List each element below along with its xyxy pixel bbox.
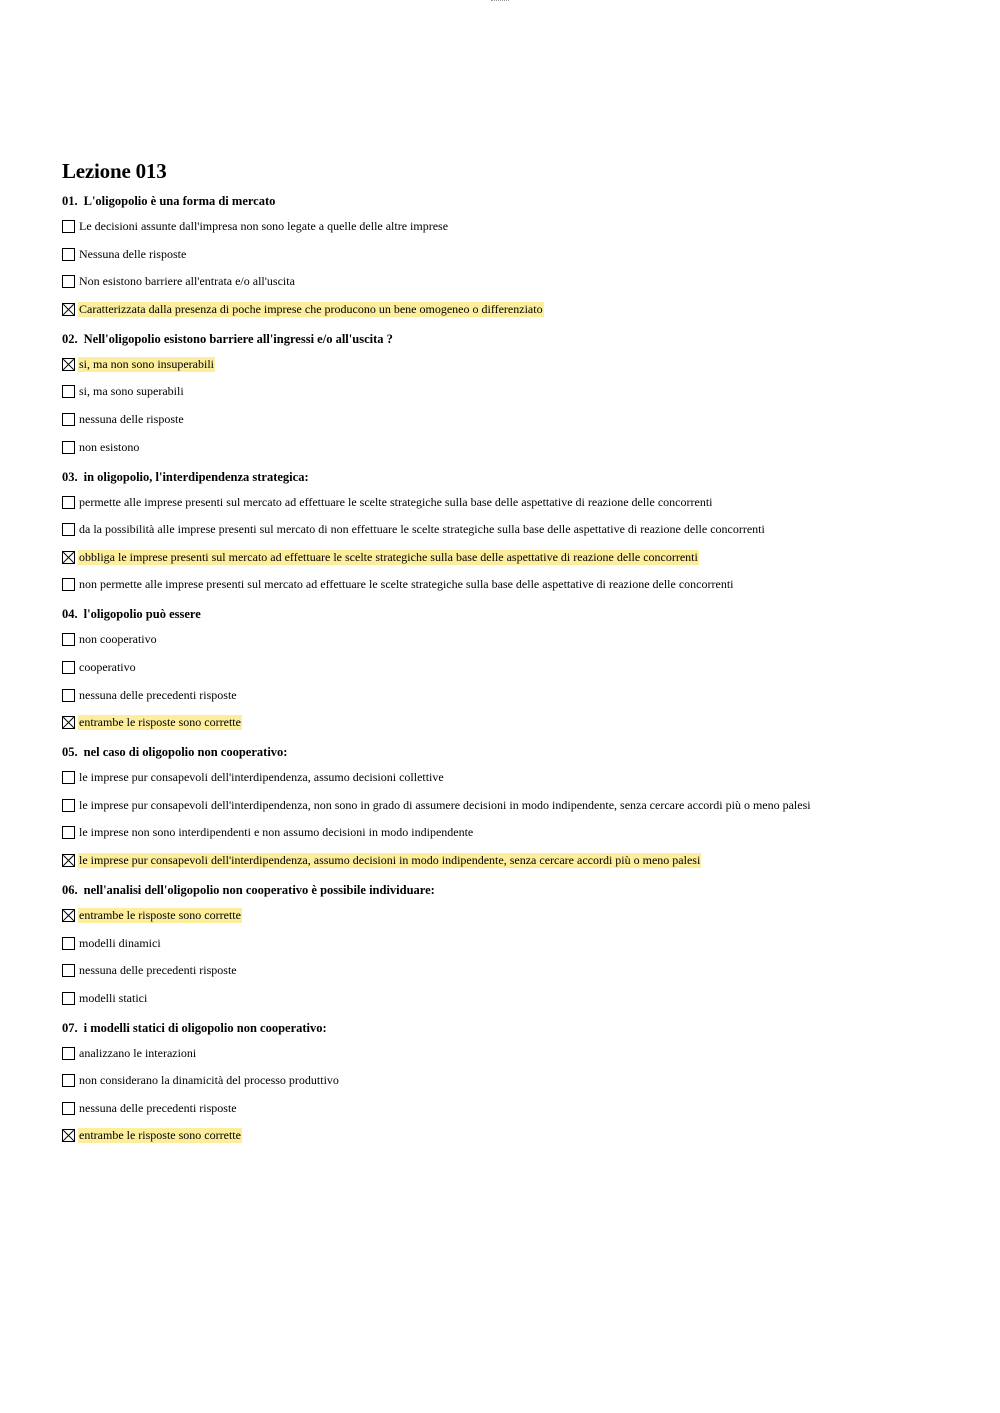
question-7 — [62, 1020, 962, 1145]
checkbox-icon[interactable] — [62, 496, 75, 509]
checked-checkbox-icon[interactable] — [62, 909, 75, 922]
question-title — [62, 193, 962, 209]
answer-text: non esistono — [79, 439, 140, 454]
answer-option[interactable] — [62, 549, 962, 566]
checkbox-icon[interactable] — [62, 385, 75, 398]
answer-text: non permette alle imprese presenti sul mercato ad effettuare le scelte strategiche sulla base delle aspettative di reazione delle concorrenti — [79, 577, 734, 592]
answer-text: non considerano la dinamicità del processo produttivo — [79, 1073, 339, 1088]
answer-option[interactable] — [62, 383, 962, 400]
question-number: 05. — [62, 745, 78, 760]
checkbox-icon[interactable] — [62, 220, 75, 233]
answer-text: permette alle imprese presenti sul mercato ad effettuare le scelte strategiche sulla base delle aspettative di reazione delle concorrenti — [79, 494, 713, 509]
checkbox-icon[interactable] — [62, 441, 75, 454]
answer-text: Nessuna delle risposte — [79, 246, 187, 261]
answer-option[interactable] — [62, 218, 962, 235]
question-text: nell'analisi dell'oligopolio non cooperativo è possibile individuare: — [83, 882, 435, 897]
question-title — [62, 744, 962, 760]
question-title — [62, 1020, 962, 1036]
answer-option[interactable] — [62, 714, 962, 731]
answer-option[interactable] — [62, 797, 962, 814]
answer-option[interactable] — [62, 301, 962, 318]
question-title — [62, 469, 962, 485]
answer-option[interactable] — [62, 907, 962, 924]
answer-option[interactable] — [62, 659, 962, 676]
answer-option[interactable] — [62, 852, 962, 869]
answer-option[interactable] — [62, 631, 962, 648]
answer-text: le imprese non sono interdipendenti e non assumo decisioni in modo indipendente — [79, 825, 474, 840]
checked-checkbox-icon[interactable] — [62, 854, 75, 867]
correct-answer-text: Caratterizzata dalla presenza di poche imprese che producono un bene omogeneo o differenziato — [79, 301, 543, 316]
answer-option[interactable] — [62, 769, 962, 786]
question-number: 01. — [62, 194, 78, 208]
answer-text: modelli dinamici — [79, 935, 161, 950]
answer-text: nessuna delle precedenti risposte — [79, 1100, 237, 1115]
question-2 — [62, 331, 962, 456]
answer-text: analizzano le interazioni — [79, 1045, 197, 1060]
question-text: L'oligopolio è una forma di mercato — [83, 194, 276, 208]
answer-text: le imprese pur consapevoli dell'interdipendenza, non sono in grado di assumere decisioni in modo indipendente, senza cercare accordi più o meno palesi — [79, 797, 811, 812]
answer-option[interactable] — [62, 1072, 962, 1089]
answer-option[interactable] — [62, 687, 962, 704]
checked-checkbox-icon[interactable] — [62, 358, 75, 371]
answer-text: le imprese pur consapevoli dell'interdipendenza, assumo decisioni collettive — [79, 770, 444, 785]
question-5 — [62, 744, 962, 869]
answer-option[interactable] — [62, 1045, 962, 1062]
question-title — [62, 606, 962, 622]
answer-option[interactable] — [62, 1100, 962, 1117]
answer-option[interactable] — [62, 439, 962, 456]
checkbox-icon[interactable] — [62, 799, 75, 812]
correct-answer-text: entrambe le risposte sono corrette — [79, 715, 241, 730]
checkbox-icon[interactable] — [62, 523, 75, 536]
checkbox-icon[interactable] — [62, 1074, 75, 1087]
answer-text: nessuna delle precedenti risposte — [79, 963, 237, 978]
checkbox-icon[interactable] — [62, 248, 75, 261]
question-text: i modelli statici di oligopolio non cooperativo: — [83, 1020, 327, 1035]
checkbox-icon[interactable] — [62, 413, 75, 426]
answer-text: Non esistono barriere all'entrata e/o all'uscita — [79, 274, 295, 289]
question-1 — [62, 193, 962, 318]
answer-text: nessuna delle risposte — [79, 411, 184, 426]
checked-checkbox-icon[interactable] — [62, 1129, 75, 1142]
answer-option[interactable] — [62, 246, 962, 263]
answer-option[interactable] — [62, 824, 962, 841]
checkbox-icon[interactable] — [62, 661, 75, 674]
question-6 — [62, 882, 962, 1007]
answer-option[interactable] — [62, 1127, 962, 1144]
checkbox-icon[interactable] — [62, 992, 75, 1005]
answer-option[interactable] — [62, 494, 962, 511]
checkbox-icon[interactable] — [62, 578, 75, 591]
page-header-mark — [491, 0, 509, 3]
answer-text: da la possibilità alle imprese presenti sul mercato di non effettuare le scelte strategiche sulla base delle aspettative di reazione delle concorrenti — [79, 522, 765, 537]
checkbox-icon[interactable] — [62, 937, 75, 950]
correct-answer-text: le imprese pur consapevoli dell'interdipendenza, assumo decisioni in modo indipendente, senza cercare accordi più o meno palesi — [79, 852, 701, 867]
checkbox-icon[interactable] — [62, 1047, 75, 1060]
answer-text: nessuna delle precedenti risposte — [79, 687, 237, 702]
question-text: nel caso di oligopolio non cooperativo: — [83, 745, 288, 760]
checked-checkbox-icon[interactable] — [62, 551, 75, 564]
correct-answer-text: obbliga le imprese presenti sul mercato ad effettuare le scelte strategiche sulla base delle aspettative di reazione delle concorrenti — [79, 549, 698, 564]
correct-answer-text: si, ma non sono insuperabili — [79, 356, 214, 371]
question-number: 03. — [62, 469, 78, 484]
answer-option[interactable] — [62, 273, 962, 290]
answer-option[interactable] — [62, 576, 962, 593]
answer-option[interactable] — [62, 411, 962, 428]
answer-option[interactable] — [62, 962, 962, 979]
question-4 — [62, 606, 962, 731]
question-number: 04. — [62, 607, 78, 622]
lesson-title: Lezione 013 — [62, 159, 167, 183]
quiz-document — [62, 158, 962, 1157]
question-number: 02. — [62, 331, 78, 346]
question-number: 06. — [62, 882, 78, 897]
question-number: 07. — [62, 1020, 78, 1035]
checkbox-icon[interactable] — [62, 275, 75, 288]
answer-option[interactable] — [62, 935, 962, 952]
checked-checkbox-icon[interactable] — [62, 303, 75, 316]
answer-text: cooperativo — [79, 659, 136, 674]
question-3 — [62, 469, 962, 594]
question-text: in oligopolio, l'interdipendenza strategica: — [83, 469, 309, 484]
correct-answer-text: entrambe le risposte sono corrette — [79, 907, 241, 922]
checkbox-icon[interactable] — [62, 826, 75, 839]
checkbox-icon[interactable] — [62, 771, 75, 784]
question-list — [62, 193, 962, 1144]
answer-option[interactable] — [62, 356, 962, 373]
answer-text: modelli statici — [79, 990, 148, 1005]
answer-option[interactable] — [62, 521, 962, 538]
answer-text: non cooperativo — [79, 632, 157, 647]
answer-text: si, ma sono superabili — [79, 384, 184, 399]
answer-option[interactable] — [62, 990, 962, 1007]
checkbox-icon[interactable] — [62, 964, 75, 977]
checkbox-icon[interactable] — [62, 689, 75, 702]
question-title — [62, 331, 962, 347]
question-title — [62, 882, 962, 898]
correct-answer-text: entrambe le risposte sono corrette — [79, 1128, 241, 1143]
answer-text: Le decisioni assunte dall'impresa non sono legate a quelle delle altre imprese — [79, 219, 449, 233]
question-text: Nell'oligopolio esistono barriere all'ingressi e/o all'uscita ? — [83, 331, 393, 346]
checkbox-icon[interactable] — [62, 633, 75, 646]
question-text: l'oligopolio può essere — [83, 607, 201, 622]
checkbox-icon[interactable] — [62, 1102, 75, 1115]
checked-checkbox-icon[interactable] — [62, 716, 75, 729]
